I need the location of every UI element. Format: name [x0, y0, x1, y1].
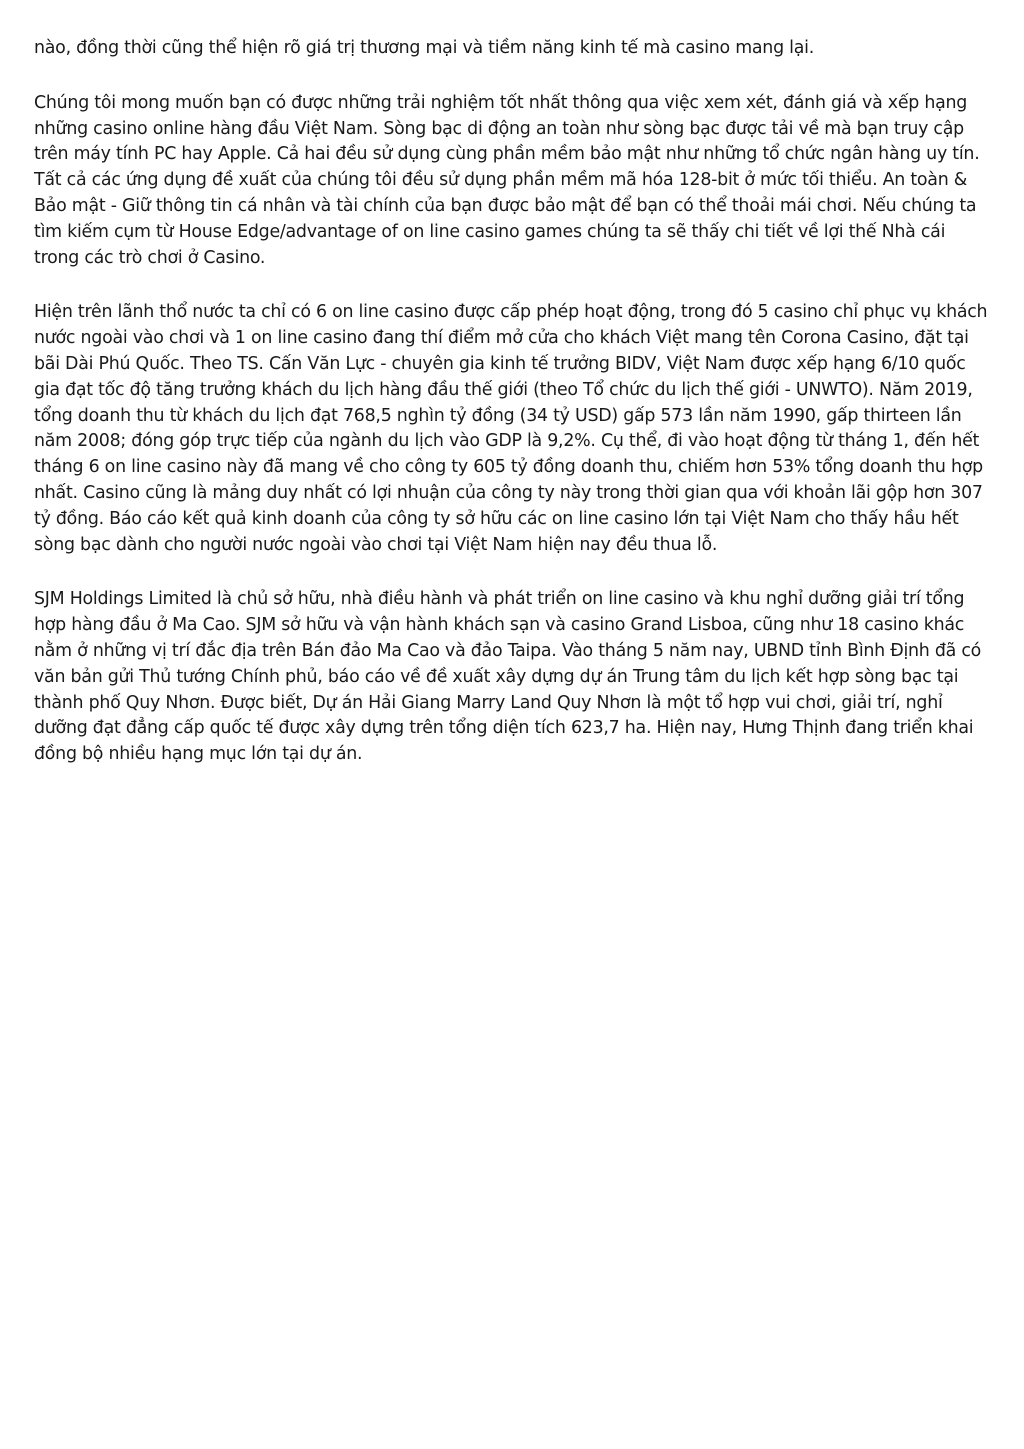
paragraph-4: SJM Holdings Limited là chủ sở hữu, nhà điều hành và phát triển on line casino và khu nghỉ dưỡng giải trí tổng hợp hàng đầu ở Ma Cao. SJM sở hữu và vận hành khách sạn và casino Grand Lisboa, cũng như 18 casino khác nằm ở những vị trí đắc địa trên Bán đảo Ma Cao và đảo Taipa. Vào tháng 5 năm nay, UBND tỉnh Bình Định đã có văn bản gửi Thủ tướng Chính phủ, báo cáo về đề xuất xây dựng dự án Trung tâm du lịch kết hợp sòng bạc tại thành phố Quy Nhơn. Được biết, Dự án Hải Giang Marry Land Quy Nhơn là một tổ hợp vui chơi, giải trí, nghỉ dưỡng đạt đẳng cấp quốc tế được xây dựng trên tổng diện tích 623,7 ha. Hiện nay, Hưng Thịnh đang triển khai đồng bộ nhiều hạng mục lớn tại dự án. [34, 589, 982, 765]
paragraph-3: Hiện trên lãnh thổ nước ta chỉ có 6 on line casino được cấp phép hoạt động, trong đó 5 casino chỉ phục vụ khách nước ngoài vào chơi và 1 on line casino đang thí điểm mở cửa cho khách Việt mang tên Corona Casino, đặt tại bãi Dài Phú Quốc. Theo TS. Cấn Văn Lực - chuyên gia kinh tế trưởng BIDV, Việt Nam được xếp hạng 6/10 quốc gia đạt tốc độ tăng trưởng khách du lịch hàng đầu thế giới (theo Tổ chức du lịch thế giới - UNWTO). Năm 2019, tổng doanh thu từ khách du lịch đạt 768,5 nghìn tỷ đồng (34 tỷ USD) gấp 573 lần năm 1990, gấp thirteen lần năm 2008; đóng góp trực tiếp của ngành du lịch vào GDP là 9,2%. Cụ thể, đi vào hoạt động từ tháng 1, đến hết tháng 6 on line casino này đã mang về cho công ty 605 tỷ đồng doanh thu, chiếm hơn 53% tổng doanh thu hợp nhất. Casino cũng là mảng duy nhất có lợi nhuận của công ty này trong thời gian qua với khoản lãi gộp hơn 307 tỷ đồng. Báo cáo kết quả kinh doanh của công ty sở hữu các on line casino lớn tại Việt Nam cho thấy hầu hết sòng bạc dành cho người nước ngoài vào chơi tại Việt Nam hiện nay đều thua lỗ. [34, 302, 988, 555]
paragraph-1: nào, đồng thời cũng thể hiện rõ giá trị thương mại và tiềm năng kinh tế mà casino mang lại. [34, 38, 814, 58]
document-page [34, 36, 992, 797]
paragraph-2: Chúng tôi mong muốn bạn có được những trải nghiệm tốt nhất thông qua việc xem xét, đánh giá và xếp hạng những casino online hàng đầu Việt Nam. Sòng bạc di động an toàn như sòng bạc được tải về mà bạn truy cập trên máy tính PC hay Apple. Cả hai đều sử dụng cùng phần mềm bảo mật như những tổ chức ngân hàng uy tín. Tất cả các ứng dụng đề xuất của chúng tôi đều sử dụng phần mềm mã hóa 128-bit ở mức tối thiểu. An toàn & Bảo mật - Giữ thông tin cá nhân và tài chính của bạn được bảo mật để bạn có thể thoải mái chơi. Nếu chúng ta tìm kiếm cụm từ House Edge/advantage of on line casino games chúng ta sẽ thấy chi tiết về lợi thế Nhà cái trong các trò chơi ở Casino. [34, 92, 980, 268]
